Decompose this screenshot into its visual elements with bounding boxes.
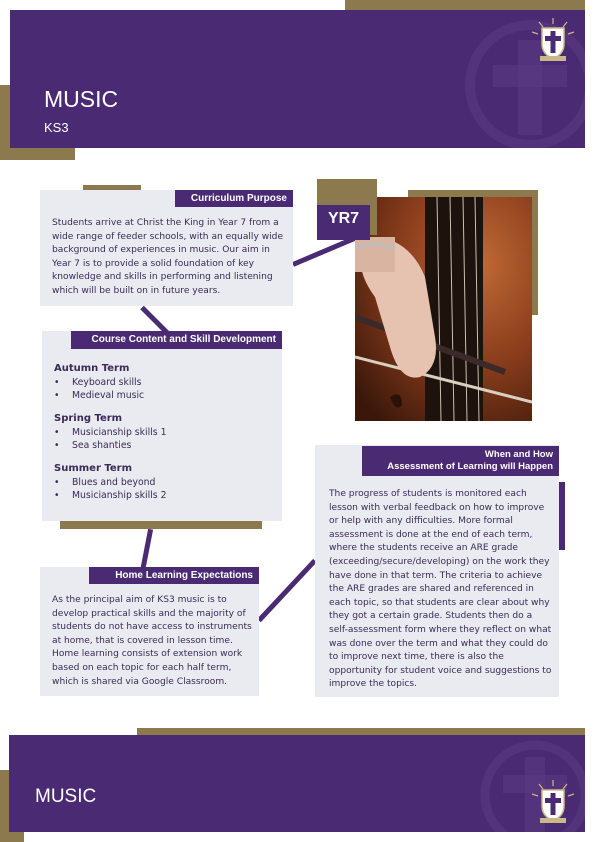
course-content-panel bbox=[42, 331, 282, 521]
connector-line bbox=[257, 559, 317, 622]
list-item: • Medieval music bbox=[54, 389, 274, 402]
assessment-text: The progress of students is monitored each lesson with verbal feedback on how to improve or help with any difficulties. More formal assessment is done at the end of each term, where the students receive an ARE grade (exceeding/secure/developing) on the work they have done in that term. The criteria to achieve the ARE grades are shared and referenced in each topic, so that students are clear about why they got a certain grade. Students then do a self-assessment form where they reflect on what was done over the term and what they could do to improve next time, there is also the opportunity for student voice and suggestions to improve the topics. bbox=[329, 489, 552, 690]
list-item: • Musicianship skills 2 bbox=[54, 489, 274, 502]
header-gold-accent-top bbox=[345, 0, 585, 10]
year-label: YR7 bbox=[327, 210, 360, 227]
assessment-label-line2: Assessment of Learning will Happen bbox=[387, 461, 553, 472]
course-content-label: Course Content and Skill Development bbox=[71, 331, 282, 349]
cello-photo bbox=[355, 197, 532, 421]
curriculum-purpose-text: Students arrive at Christ the King in Year 7 from a wide range of feeder schools, with an equally wide background of experiences in music. Our aim in Year 7 is to provide a solid foundation of key knowledge and skills in performing and listening which will be built on in future years. bbox=[52, 218, 284, 296]
connector-line bbox=[141, 529, 154, 569]
list-item: • Blues and beyond bbox=[54, 476, 274, 489]
terms-list bbox=[54, 363, 274, 502]
page-subtitle: KS3 bbox=[44, 120, 69, 135]
assessment-side-accent bbox=[559, 482, 565, 550]
home-learning-text: As the principal aim of KS3 music is to develop practical skills and the majority of students do not have access to instruments at home, that is covered in lesson time. Home learning consists of extension work based on each topic for each half term, which is shared via Google Classroom. bbox=[52, 595, 252, 687]
term-heading: Autumn Term bbox=[54, 363, 130, 374]
curriculum-purpose-label: Curriculum Purpose bbox=[175, 190, 293, 207]
assessment-label bbox=[362, 446, 559, 476]
list-item: • Sea shanties bbox=[54, 439, 274, 452]
header-banner bbox=[10, 10, 585, 148]
term-heading: Spring Term bbox=[54, 413, 123, 424]
list-item: • Keyboard skills bbox=[54, 376, 274, 389]
gold-accent bbox=[60, 521, 262, 529]
list-item: • Musicianship skills 1 bbox=[54, 426, 274, 439]
school-crest-icon bbox=[529, 16, 577, 64]
school-crest-icon bbox=[529, 778, 577, 826]
assessment-label-line1: When and How bbox=[484, 449, 553, 460]
term-heading: Summer Term bbox=[54, 463, 132, 474]
curriculum-purpose-panel bbox=[40, 190, 293, 306]
page-title: MUSIC bbox=[44, 86, 119, 112]
assessment-panel bbox=[315, 445, 559, 697]
home-learning-label: Home Learning Expectations bbox=[89, 567, 259, 584]
footer-banner bbox=[9, 735, 585, 832]
footer-title: MUSIC bbox=[35, 786, 97, 807]
home-learning-panel bbox=[40, 567, 259, 696]
